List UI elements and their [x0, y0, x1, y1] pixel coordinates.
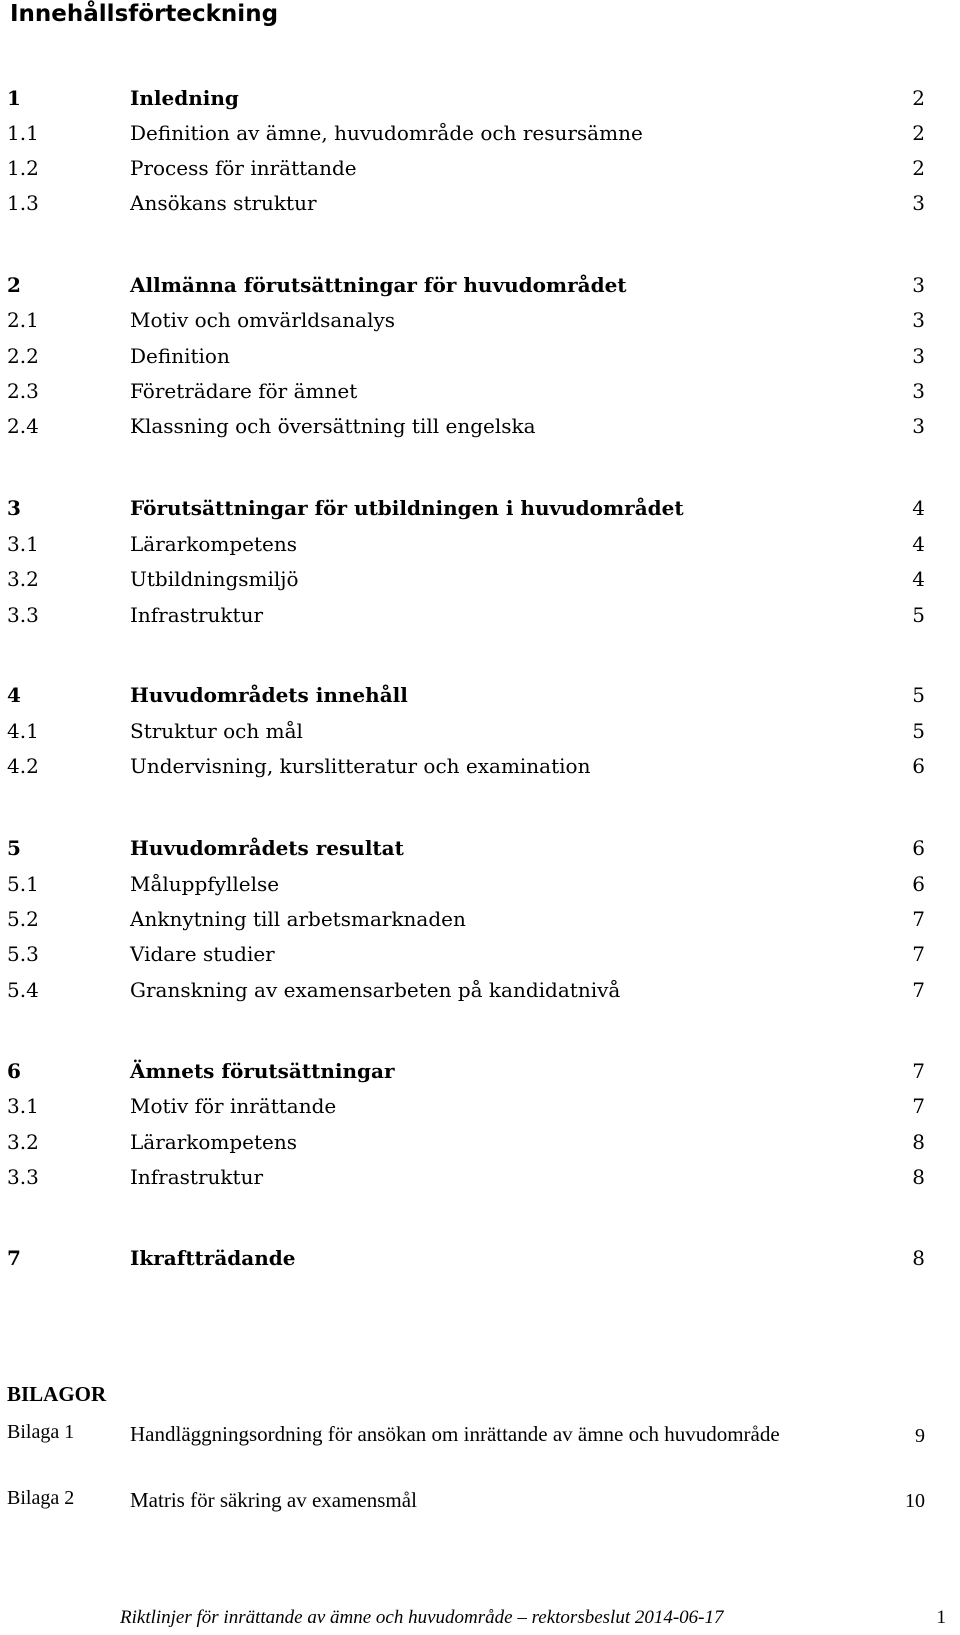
toc-page-number: 2 [912, 121, 925, 145]
toc-page-number: 2 [912, 86, 925, 110]
toc-label: Lärarkompetens [130, 1130, 298, 1154]
toc-section-row[interactable] [0, 754, 960, 782]
toc-page-number: 7 [912, 907, 925, 931]
toc-chapter-row[interactable] [0, 836, 960, 864]
toc-page-number: 4 [912, 567, 925, 591]
toc-chapter-row[interactable] [0, 1246, 960, 1274]
toc-page-number: 5 [912, 683, 925, 707]
toc-number: 1.2 [7, 156, 39, 180]
toc-label: Motiv och omvärldsanalys [130, 308, 396, 332]
toc-number: 4.2 [7, 754, 39, 778]
toc-label: Klassning och översättning till engelska [130, 414, 536, 438]
appendix-heading: BILAGOR [7, 1382, 107, 1406]
toc-section-row[interactable] [0, 191, 960, 219]
toc-label: Vidare studier [130, 942, 275, 966]
toc-page-number: 8 [912, 1130, 925, 1154]
toc-number: 5 [7, 836, 21, 860]
toc-section-row[interactable] [0, 156, 960, 184]
toc-number: 5.1 [7, 872, 39, 896]
toc-section-row[interactable] [0, 121, 960, 149]
toc-number: 5.3 [7, 942, 39, 966]
toc-page-number: 8 [912, 1165, 925, 1189]
toc-number: 2.3 [7, 379, 39, 403]
toc-page-number: 3 [912, 344, 925, 368]
appendix-label[interactable]: Matris för säkring av examensmål [130, 1488, 417, 1512]
toc-label: Undervisning, kurslitteratur och examination [130, 754, 591, 778]
footer-page-number: 1 [936, 1607, 946, 1628]
toc-label: Inledning [130, 86, 239, 110]
toc-number: 3.1 [7, 532, 39, 556]
toc-page-number: 6 [912, 754, 925, 778]
toc-number: 2.1 [7, 308, 39, 332]
toc-section-row[interactable] [0, 532, 960, 560]
toc-number: 7 [7, 1246, 21, 1270]
toc-number: 4.1 [7, 719, 39, 743]
toc-number: 3.2 [7, 567, 39, 591]
toc-number: 2.4 [7, 414, 39, 438]
toc-label: Anknytning till arbetsmarknaden [130, 907, 466, 931]
toc-label: Lärarkompetens [130, 532, 298, 556]
toc-label: Definition av ämne, huvudområde och resursämne [130, 121, 643, 145]
toc-chapter-row[interactable] [0, 1059, 960, 1087]
toc-number: 4 [7, 683, 21, 707]
toc-label: Ämnets förutsättningar [130, 1059, 395, 1083]
appendix-page-number: 9 [915, 1425, 925, 1447]
toc-label: Infrastruktur [130, 603, 264, 627]
toc-section-row[interactable] [0, 603, 960, 631]
appendix-page-number: 10 [905, 1490, 925, 1512]
toc-number: 3.3 [7, 1165, 39, 1189]
toc-number: 2 [7, 273, 21, 297]
toc-page-number: 6 [912, 836, 925, 860]
toc-chapter-row[interactable] [0, 683, 960, 711]
toc-section-row[interactable] [0, 978, 960, 1006]
toc-page-number: 4 [912, 532, 925, 556]
toc-label: Förutsättningar för utbildningen i huvudområdet [130, 496, 684, 520]
toc-page-number: 3 [912, 191, 925, 215]
toc-page-number: 7 [912, 1059, 925, 1083]
toc-section-row[interactable] [0, 1094, 960, 1122]
toc-section-row[interactable] [0, 414, 960, 442]
toc-label: Ikraftträdande [130, 1246, 296, 1270]
toc-number: 3 [7, 496, 21, 520]
toc-section-row[interactable] [0, 942, 960, 970]
toc-page-number: 4 [912, 496, 925, 520]
toc-label: Utbildningsmiljö [130, 567, 299, 591]
toc-page-number: 3 [912, 273, 925, 297]
toc-page-number: 6 [912, 872, 925, 896]
toc-label: Process för inrättande [130, 156, 357, 180]
toc-label: Allmänna förutsättningar för huvudområdet [130, 273, 627, 297]
toc-section-row[interactable] [0, 1165, 960, 1193]
toc-section-row[interactable] [0, 872, 960, 900]
toc-label: Ansökans struktur [130, 191, 317, 215]
toc-section-row[interactable] [0, 308, 960, 336]
appendix-number: Bilaga 1 [7, 1421, 75, 1443]
toc-page-number: 3 [912, 379, 925, 403]
toc-page-number: 7 [912, 942, 925, 966]
toc-label: Huvudområdets innehåll [130, 683, 408, 707]
toc-section-row[interactable] [0, 719, 960, 747]
toc-section-row[interactable] [0, 344, 960, 372]
toc-chapter-row[interactable] [0, 273, 960, 301]
toc-page-number: 5 [912, 719, 925, 743]
toc-page-number: 3 [912, 308, 925, 332]
toc-label: Definition [130, 344, 230, 368]
toc-page-number: 7 [912, 978, 925, 1002]
toc-page-number: 8 [912, 1246, 925, 1270]
toc-number: 1.3 [7, 191, 39, 215]
toc-section-row[interactable] [0, 567, 960, 595]
toc-page-number: 5 [912, 603, 925, 627]
toc-number: 1.1 [7, 121, 39, 145]
toc-section-row[interactable] [0, 1130, 960, 1158]
toc-number: 5.4 [7, 978, 39, 1002]
toc-label: Motiv för inrättande [130, 1094, 337, 1118]
toc-section-row[interactable] [0, 907, 960, 935]
footer-text: Riktlinjer för inrättande av ämne och huvudområde – rektorsbeslut 2014-06-17 [120, 1607, 724, 1628]
toc-label: Infrastruktur [130, 1165, 264, 1189]
toc-number: 2.2 [7, 344, 39, 368]
toc-page-number: 3 [912, 414, 925, 438]
toc-chapter-row[interactable] [0, 86, 960, 114]
toc-number: 1 [7, 86, 21, 110]
toc-chapter-row[interactable] [0, 496, 960, 524]
toc-label: Företrädare för ämnet [130, 379, 358, 403]
toc-number: 3.3 [7, 603, 39, 627]
toc-label: Måluppfyllelse [130, 872, 280, 896]
appendix-label[interactable]: Handläggningsordning för ansökan om inrättande av ämne och huvudområde [130, 1422, 780, 1446]
toc-number: 3.1 [7, 1094, 39, 1118]
appendix-number: Bilaga 2 [7, 1487, 75, 1509]
toc-page-number: 7 [912, 1094, 925, 1118]
toc-number: 5.2 [7, 907, 39, 931]
toc-label: Huvudområdets resultat [130, 836, 404, 860]
page-title: Innehållsförteckning [10, 1, 279, 27]
toc-label: Struktur och mål [130, 719, 303, 743]
toc-section-row[interactable] [0, 379, 960, 407]
toc-label: Granskning av examensarbeten på kandidatnivå [130, 978, 621, 1002]
toc-number: 6 [7, 1059, 21, 1083]
toc-page-number: 2 [912, 156, 925, 180]
toc-number: 3.2 [7, 1130, 39, 1154]
